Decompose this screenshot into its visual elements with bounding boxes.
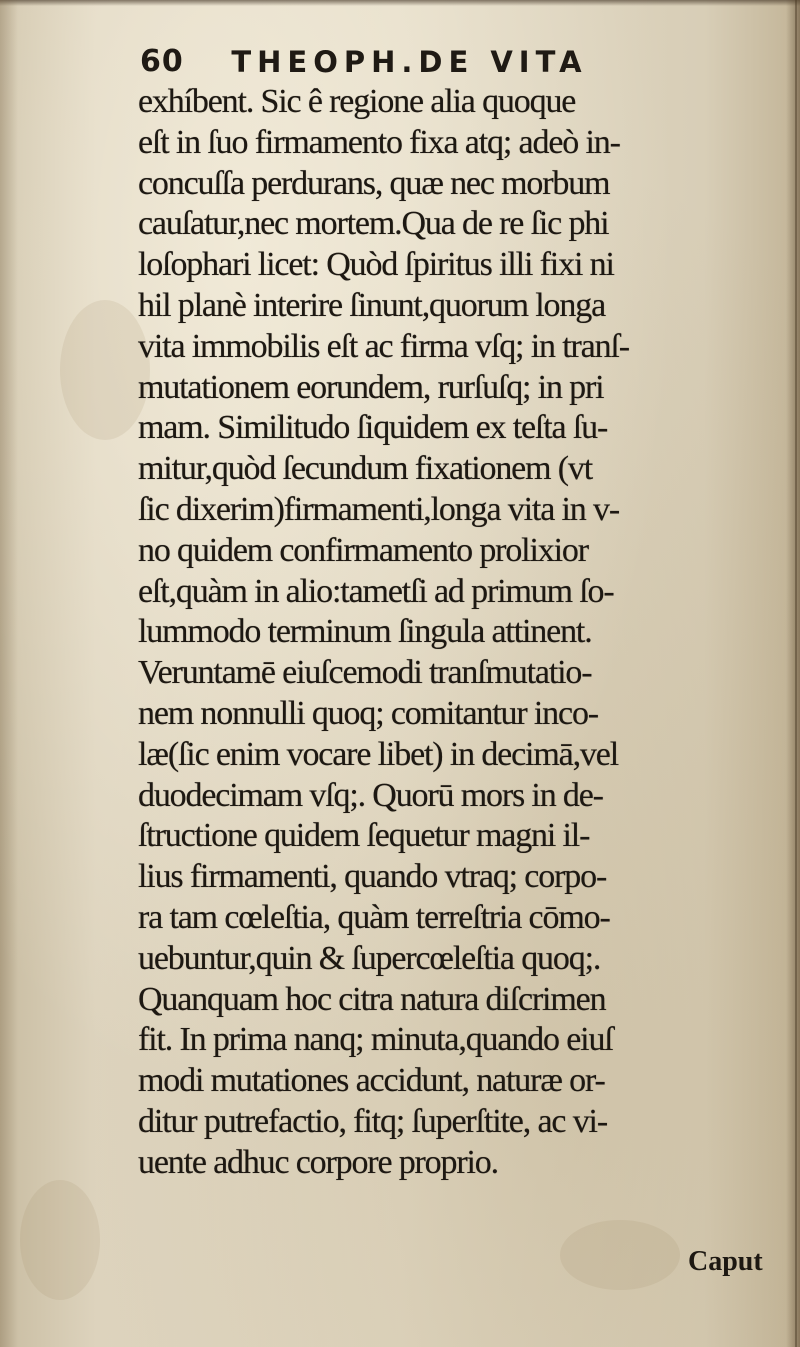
text-line: Veruntamē eiuſcemodi tranſmutatio- [138, 654, 592, 692]
text-line: uente adhuc corpore proprio. [138, 1143, 498, 1181]
catchword: Caput [688, 1246, 763, 1277]
page-number: 60 [140, 44, 184, 79]
text-line: hil planè interire ſinunt,quorum longa [138, 286, 606, 324]
text-line: mitur,quòd ſecundum fixationem (vt [138, 450, 593, 488]
page-fore-edge [786, 0, 800, 1347]
running-head [140, 44, 740, 84]
text-line: vita immobilis eſt ac firma vſq; in tranſ- [138, 327, 629, 365]
running-title: THEOPH.DE VITA [231, 44, 588, 79]
text-line: ſic dixerim)firmamenti,longa vita in v- [138, 490, 620, 528]
text-line: duodecimam vſq;. Quorū mors in de- [138, 776, 603, 814]
text-block [138, 82, 770, 1184]
text-line: uebuntur,quin & ſupercœleſtia quoq;. [138, 939, 601, 977]
text-line: fit. In prima nanq; minuta,quando eiuſ [138, 1021, 613, 1059]
page-top-shadow [0, 0, 800, 6]
text-line: loſophari licet: Quòd ſpiritus illi fixi ni [138, 246, 614, 284]
text-line: ra tam cœleſtia, quàm terreſtria cōmo- [138, 898, 610, 936]
text-line: lummodo terminum ſingula attinent. [138, 613, 592, 651]
text-line: ſtructione quidem ſequetur magni il- [138, 817, 590, 855]
text-line: Quanquam hoc citra natura diſcrimen [138, 980, 606, 1018]
text-line: eſt in ſuo firmamento fixa atq; adeò in- [138, 123, 620, 161]
text-line: lius firmamenti, quando vtraq; corpo- [138, 858, 607, 896]
text-line: mam. Similitudo ſiquidem ex teſta ſu- [138, 409, 608, 447]
text-line: modi mutationes accidunt, naturæ or- [138, 1062, 605, 1100]
text-line: ditur putrefactio, fitq; ſuperſtite, ac vi- [138, 1102, 608, 1140]
text-line: concuſſa perdurans, quæ nec morbum [138, 164, 610, 202]
text-line: cauſatur,nec mortem.Qua de re ſic phi [138, 205, 609, 243]
page-gutter-shadow [0, 0, 18, 1347]
paper-stain [60, 300, 150, 440]
text-line: nem nonnulli quoq; comitantur inco- [138, 694, 598, 732]
text-line: no quidem confirmamento prolixior [138, 531, 588, 569]
paper-stain [560, 1220, 680, 1290]
text-line: eſt,quàm in alio:tametſi ad primum ſo- [138, 572, 614, 610]
text-line: læ(ſic enim vocare libet) in decimā,vel [138, 735, 619, 773]
text-line: exhíbent. Sic ê regione alia quoque [138, 83, 576, 120]
paper-stain [20, 1180, 100, 1300]
text-line: mutationem eorundem, rurſuſq; in pri [138, 368, 604, 406]
